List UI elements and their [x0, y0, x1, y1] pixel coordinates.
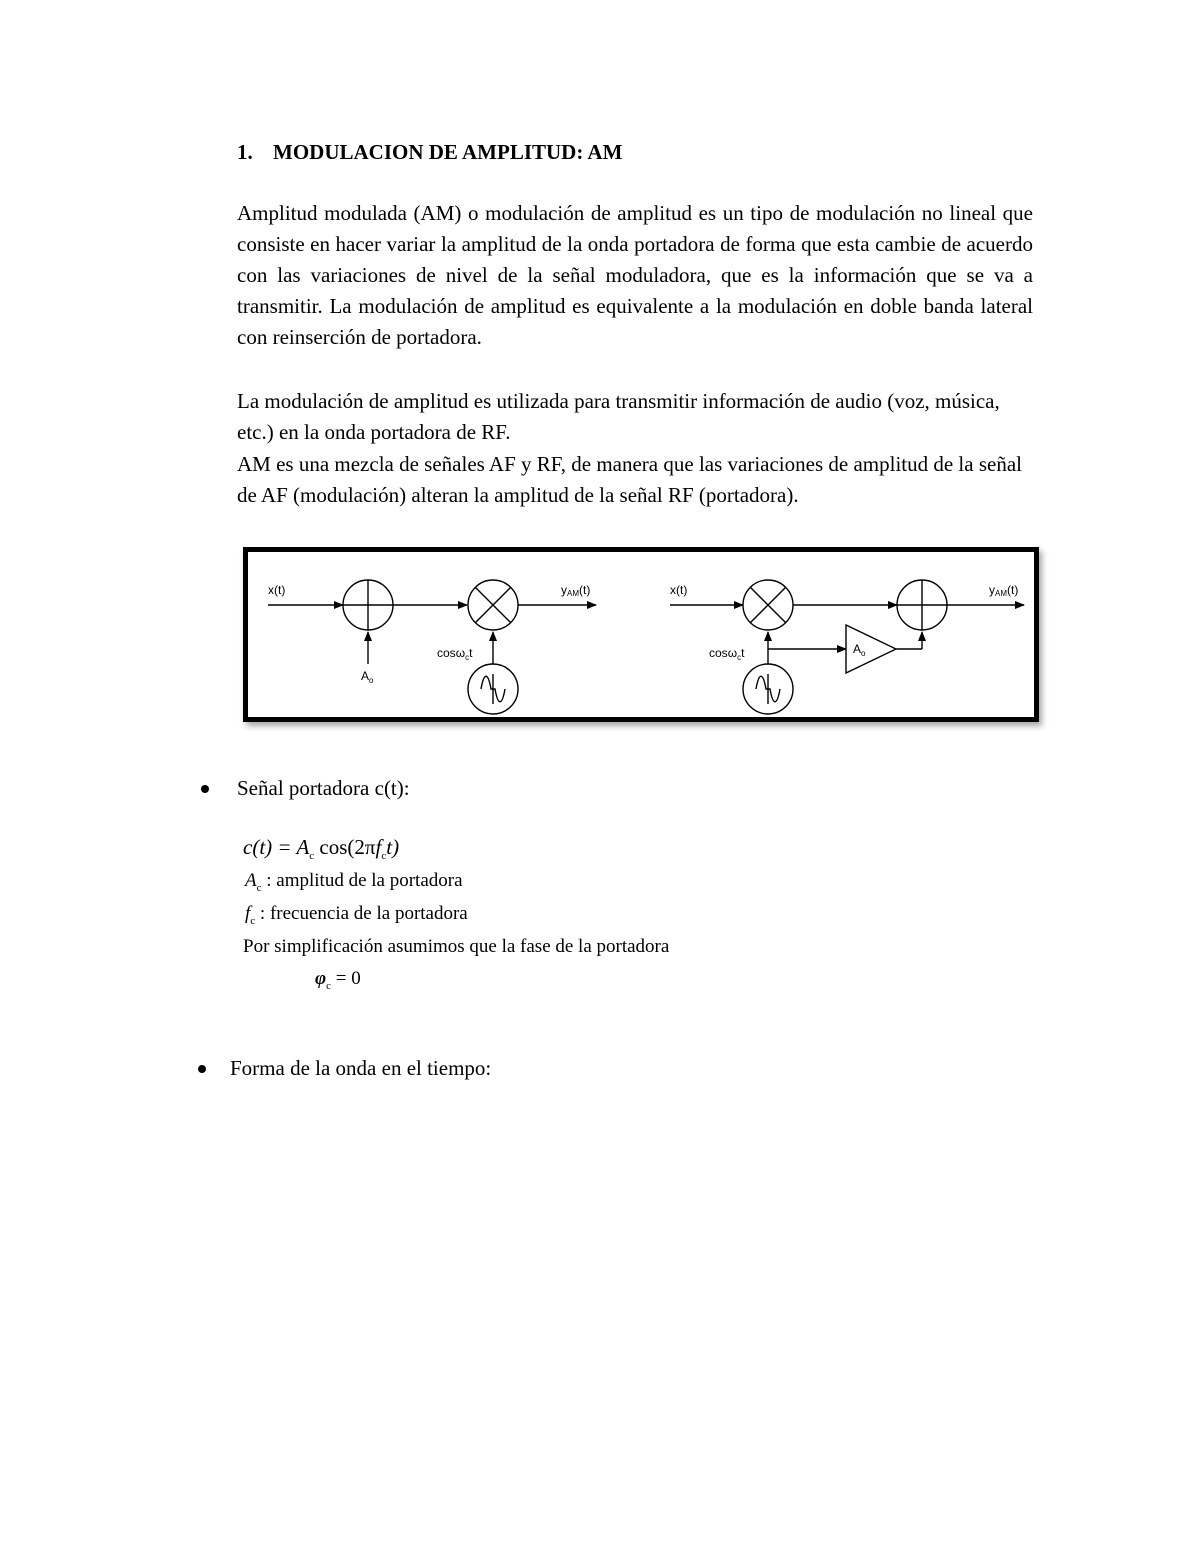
bullet-waveform-text: Forma de la onda en el tiempo:: [230, 1056, 492, 1080]
left-output-label: yAM(t): [561, 583, 591, 598]
phase-equation: $\varphi_c = 0$: [315, 968, 361, 992]
heading-title: MODULACION DE AMPLITUD: AM: [273, 140, 623, 164]
paragraph-1-text: Amplitud modulada (AM) o modulación de amplitud es un tipo de modulación no lineal que consiste en hacer variar la amplitud de la onda portadora de forma que esta cambie de acuerdo con las variaciones de nivel de la señal moduladora, que es la información que se va a transmitir. La modulación de amplitud es equivalente a la modulación en doble banda lateral con reinserción de portadora.: [237, 201, 1033, 349]
carrier-equation: $c(t) = A_c$ $\cos(2\pi f_ct)$: [243, 835, 400, 863]
frequency-definition: $f_c$ : frecuencia de la portadora: [245, 903, 468, 927]
amplitude-definition: $A_c$ : amplitud de la portadora: [245, 870, 463, 894]
right-carrier-label: cosω$_c$t: [709, 646, 745, 662]
bullet-waveform: [230, 1053, 491, 1083]
left-offset-label: $A_o$: [361, 669, 374, 685]
right-output-label: yAM(t): [989, 583, 1019, 598]
paragraph-3-text: AM es una mezcla de señales AF y RF, de manera que las variaciones de amplitud de la señal de AF (modulación) alteran la amplitud de la señal RF (portadora).: [237, 452, 1022, 507]
am-block-diagram: [243, 547, 1039, 722]
left-input-label: x(t): [268, 583, 286, 597]
section-heading: [237, 140, 622, 165]
paragraph-am-usage: [237, 386, 1033, 448]
phase-simplification: Por simplificación asumimos que la fase de la portadora: [243, 936, 670, 957]
bullet-carrier-text: Señal portadora c(t):: [237, 776, 410, 800]
left-carrier-label: cosω$_c$t: [437, 646, 473, 662]
bullet-dot: [201, 785, 209, 793]
bullet-carrier-signal: [237, 773, 410, 803]
block-diagram-svg: [248, 552, 1034, 717]
paragraph-2-text: La modulación de amplitud es utilizada para transmitir información de audio (voz, música, etc.) en la onda portadora de RF.: [237, 389, 1000, 444]
paragraph-am-definition: [237, 198, 1033, 353]
bullet-dot: [198, 1065, 206, 1073]
heading-number: 1.: [237, 140, 253, 164]
right-input-label: x(t): [670, 583, 688, 597]
paragraph-am-mix: [237, 449, 1033, 511]
right-gain-label: $A_o$: [853, 642, 866, 658]
